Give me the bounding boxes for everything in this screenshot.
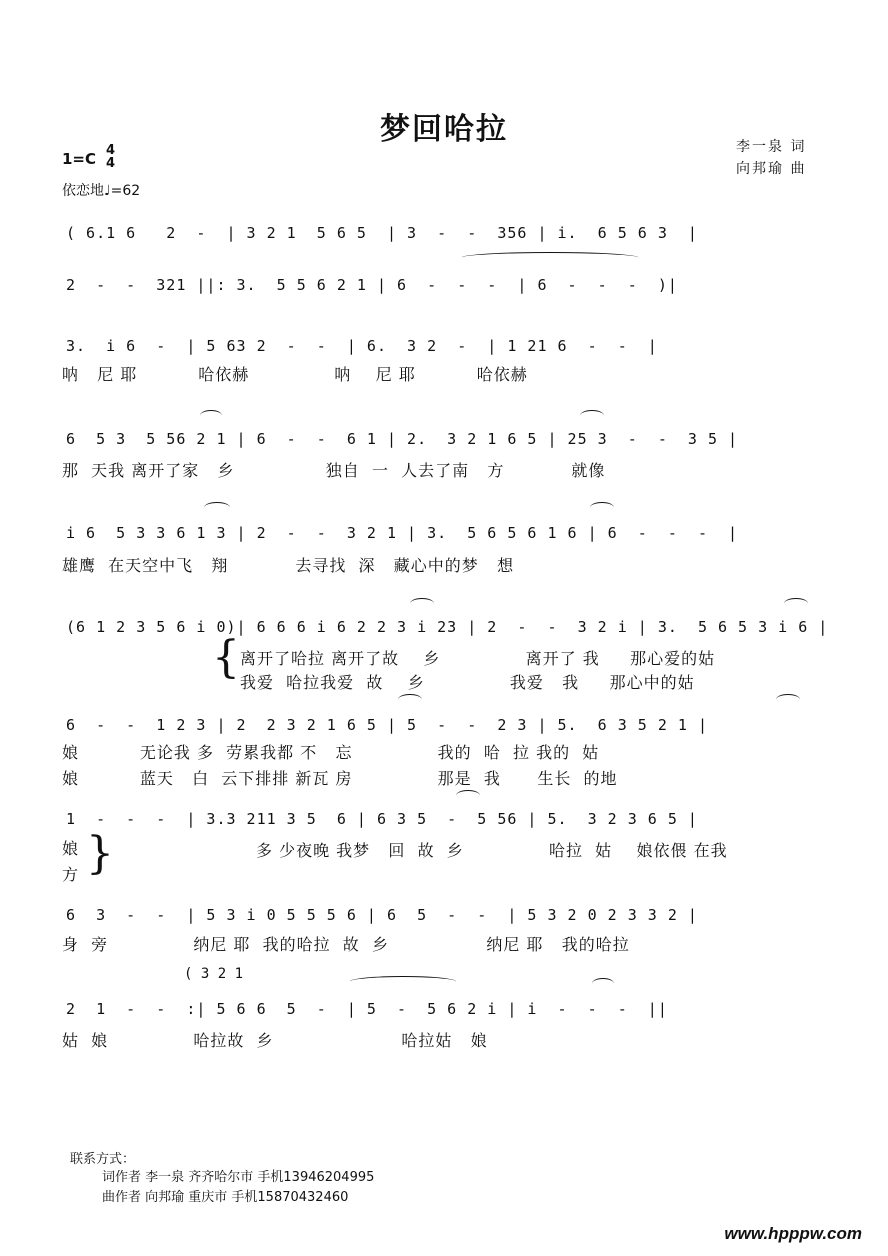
volta-bracket: ( 3 2 1	[184, 966, 244, 982]
lyrics-line: 呐 尼 耶 哈依赫 呐 尼 耶 哈依赫	[62, 365, 528, 384]
lyrics-refrain: 多 少夜晚 我梦 回 故 乡 哈拉 姑 娘依偎 在我	[256, 841, 728, 860]
score-system-5	[58, 520, 836, 548]
score-system-3	[58, 333, 836, 361]
score-system-9	[58, 902, 836, 930]
notation-line: 1 - - - | 3.3 211 3 5 6 | 6 3 5 - 5 56 | 5. 3 2 3 6 5 |	[66, 810, 698, 828]
key-signature: 1=C	[62, 150, 97, 168]
lyrics-verse-1: 娘 无论我 多 劳累我都 不 忘 我的 哈 拉 我的 姑	[62, 743, 600, 762]
score-system-1	[58, 220, 836, 248]
score-system-7	[58, 712, 836, 740]
tempo-marking: 依恋地♩=62	[62, 183, 141, 199]
tie-slur	[784, 598, 808, 609]
notation-line: 3. i 6 - | 5 63 2 - - | 6. 3 2 - | 1 21 6 - - |	[66, 337, 658, 355]
tie-slur	[592, 978, 614, 989]
notation-line: (6 1 2 3 5 6 i 0)| 6 6 6 i 6 2 2 3 i 23 | 2 - - 3 2 i | 3. 5 6 5 3 i 6 |	[66, 618, 829, 636]
tie-slur	[776, 694, 800, 705]
lyrics-verse-2: 我爱 哈拉我爱 故 乡 我爱 我 那心中的姑	[240, 673, 695, 692]
lyricist-credit: 李一泉 词	[736, 139, 807, 155]
contact-composer: 曲作者 向邦瑜 重庆市 手机15870432460	[102, 1190, 349, 1205]
time-signature-bottom: 4	[106, 156, 116, 171]
lyrics-line: 那 天我 离开了家 乡 独自 一 人去了南 方 就像	[62, 461, 606, 480]
lyrics-line: 身 旁 纳尼 耶 我的哈拉 故 乡 纳尼 耶 我的哈拉	[62, 935, 630, 954]
score-system-10	[58, 996, 836, 1024]
notation-line: 2 - - 321 ||: 3. 5 5 6 2 1 | 6 - - - | 6 - - - )|	[66, 276, 678, 294]
time-signature-top: 4	[106, 143, 116, 158]
notation-line: 6 3 - - | 5 3 i 0 5 5 5 6 | 6 5 - - | 5 3 2 0 2 3 3 2 |	[66, 906, 698, 924]
tie-slur	[456, 790, 480, 801]
notation-line: 6 5 3 5 56 2 1 | 6 - - 6 1 | 2. 3 2 1 6 5 | 25 3 - - 3 5 |	[66, 430, 739, 448]
score-system-8	[58, 806, 836, 834]
tie-slur	[462, 252, 638, 263]
tie-slur	[204, 502, 230, 513]
tie-slur	[410, 598, 434, 609]
score-system-2	[58, 272, 836, 300]
tie-slur	[350, 976, 456, 987]
tie-slur	[590, 502, 614, 513]
contact-lyricist: 词作者 李一泉 齐齐哈尔市 手机13946204995	[102, 1170, 375, 1185]
lyrics-verse-1: 娘	[62, 839, 80, 858]
notation-line: ( 6.1 6 2 - | 3 2 1 5 6 5 | 3 - - 356 | i. 6 5 6 3 |	[66, 224, 698, 242]
lyrics-line: 姑 娘 哈拉故 乡 哈拉姑 娘	[62, 1031, 488, 1050]
lyrics-verse-1: 离开了哈拉 离开了故 乡 离开了 我 那心爱的姑	[240, 649, 716, 668]
notation-line: i 6 5 3 3 6 1 3 | 2 - - 3 2 1 | 3. 5 6 5 6 1 6 | 6 - - - |	[66, 524, 739, 542]
lyrics-line: 雄鹰 在天空中飞 翔 去寻找 深 藏心中的梦 想	[62, 556, 515, 575]
song-title: 梦回哈拉	[380, 112, 508, 147]
notation-line: 2 1 - - :| 5 6 6 5 - | 5 - 5 6 2 i | i - - - ||	[66, 1000, 668, 1018]
lyrics-verse-2: 娘 蓝天 白 云下排排 新瓦 房 那是 我 生长 的地	[62, 769, 618, 788]
contact-heading: 联系方式：	[70, 1152, 136, 1167]
lyrics-verse-2: 方	[62, 865, 80, 884]
score-system-6	[58, 614, 836, 642]
time-signature	[106, 144, 115, 170]
site-watermark: www.hpppw.com	[724, 1224, 862, 1243]
verse-brace: }	[86, 828, 114, 879]
verse-brace: {	[212, 632, 240, 683]
tie-slur	[580, 410, 604, 421]
tie-slur	[398, 694, 422, 705]
composer-credit: 向邦瑜 曲	[736, 161, 807, 177]
notation-line: 6 - - 1 2 3 | 2 2 3 2 1 6 5 | 5 - - 2 3 | 5. 6 3 5 2 1 |	[66, 716, 708, 734]
score-system-4	[58, 426, 836, 454]
tie-slur	[200, 410, 222, 421]
